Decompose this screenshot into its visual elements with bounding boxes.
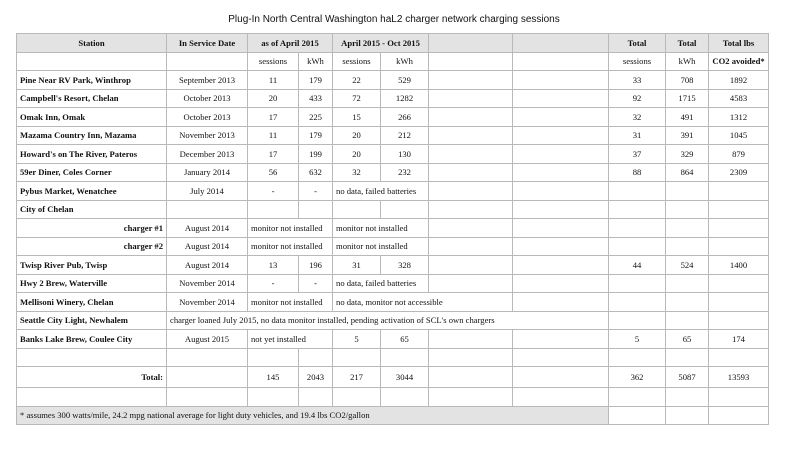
date-cell: September 2013 (167, 71, 248, 90)
cell: 266 (381, 108, 429, 127)
date-cell: August 2015 (167, 330, 248, 349)
cell: 328 (381, 256, 429, 275)
date-cell: August 2014 (167, 237, 248, 256)
cell: 4583 (709, 89, 769, 108)
charging-sessions-table (16, 33, 769, 425)
table-row (17, 200, 769, 219)
cell: 179 (299, 126, 333, 145)
note-cell: monitor not installed (248, 219, 333, 238)
note-cell: no data, failed batteries (333, 182, 429, 201)
cell: 65 (666, 330, 709, 349)
station-cell: Pine Near RV Park, Winthrop (17, 71, 167, 90)
cell: - (299, 182, 333, 201)
cell: 13 (248, 256, 299, 275)
cell: 232 (381, 163, 429, 182)
cell: 225 (299, 108, 333, 127)
cell: 529 (381, 71, 429, 90)
note-cell: no data, failed batteries (333, 274, 429, 293)
total-sessions-header: Total (609, 34, 666, 53)
station-cell: Pybus Market, Wenatchee (17, 182, 167, 201)
cell: 65 (381, 330, 429, 349)
cell: 199 (299, 145, 333, 164)
date-cell: December 2013 (167, 145, 248, 164)
cell: 31 (333, 256, 381, 275)
footnote-row (17, 406, 769, 425)
cell: 88 (609, 163, 666, 182)
cell: 37 (609, 145, 666, 164)
table-row (17, 89, 769, 108)
table-row (17, 219, 769, 238)
total-cell: 3044 (381, 367, 429, 388)
blank-row (17, 348, 769, 367)
footnote: * assumes 300 watts/mile, 24.2 mpg national average for light duty vehicles, and 19.4 lbs CO2/gallon (17, 406, 609, 425)
blank-row (17, 388, 769, 407)
co2-subheader: CO2 avoided* (709, 52, 769, 71)
note-cell: monitor not installed (333, 219, 429, 238)
station-cell: Campbell's Resort, Chelan (17, 89, 167, 108)
cell: 864 (666, 163, 709, 182)
table-row (17, 126, 769, 145)
cell: 632 (299, 163, 333, 182)
station-cell: Howard's on The River, Pateros (17, 145, 167, 164)
date-cell: August 2014 (167, 256, 248, 275)
table-row (17, 330, 769, 349)
cell: 20 (333, 145, 381, 164)
cell: 174 (709, 330, 769, 349)
cell: - (248, 274, 299, 293)
cell: 20 (248, 89, 299, 108)
cell: 391 (666, 126, 709, 145)
note-cell: monitor not installed (333, 237, 429, 256)
date-cell: November 2013 (167, 126, 248, 145)
date-cell: November 2014 (167, 274, 248, 293)
date-cell: August 2014 (167, 219, 248, 238)
total-cell: 145 (248, 367, 299, 388)
note-cell: charger loaned July 2015, no data monitor installed, pending activation of SCL's own chargers (167, 311, 609, 330)
cell: 15 (333, 108, 381, 127)
kwh-subheader: kWh (666, 52, 709, 71)
station-cell: charger #2 (17, 237, 167, 256)
cell: 1312 (709, 108, 769, 127)
table-row (17, 237, 769, 256)
sessions-subheader: sessions (248, 52, 299, 71)
cell: 11 (248, 126, 299, 145)
cell: 524 (666, 256, 709, 275)
cell: 20 (333, 126, 381, 145)
total-cell: 13593 (709, 367, 769, 388)
cell: 5 (333, 330, 381, 349)
table-row (17, 256, 769, 275)
table-row (17, 311, 769, 330)
cell: 32 (609, 108, 666, 127)
date-cell: November 2014 (167, 293, 248, 312)
cell: 433 (299, 89, 333, 108)
kwh-subheader: kWh (299, 52, 333, 71)
cell: 17 (248, 145, 299, 164)
note-cell: monitor not installed (248, 237, 333, 256)
total-cell: 217 (333, 367, 381, 388)
station-cell: Banks Lake Brew, Coulee City (17, 330, 167, 349)
table-row (17, 293, 769, 312)
cell: - (248, 182, 299, 201)
note-cell: no data, monitor not accessible (333, 293, 513, 312)
station-cell: Seattle City Light, Newhalem (17, 311, 167, 330)
cell: 56 (248, 163, 299, 182)
station-cell: Twisp River Pub, Twisp (17, 256, 167, 275)
total-kwh-header: Total (666, 34, 709, 53)
total-row (17, 367, 769, 388)
cell: 17 (248, 108, 299, 127)
station-cell: 59er Diner, Coles Corner (17, 163, 167, 182)
as-of-header: as of April 2015 (248, 34, 333, 53)
total-cell: 2043 (299, 367, 333, 388)
station-cell: charger #1 (17, 219, 167, 238)
table-row (17, 182, 769, 201)
cell: 5 (609, 330, 666, 349)
table-row (17, 71, 769, 90)
cell: 32 (333, 163, 381, 182)
station-cell: Omak Inn, Omak (17, 108, 167, 127)
cell: 879 (709, 145, 769, 164)
period-header: April 2015 - Oct 2015 (333, 34, 429, 53)
header-row (17, 34, 769, 53)
cell: 72 (333, 89, 381, 108)
total-label: Total: (17, 367, 167, 388)
cell: - (299, 274, 333, 293)
station-cell: Mellisoni Winery, Chelan (17, 293, 167, 312)
cell: 1282 (381, 89, 429, 108)
table-row (17, 145, 769, 164)
cell: 491 (666, 108, 709, 127)
page-title: Plug-In North Central Washington haL2 charger network charging sessions (228, 14, 560, 25)
cell: 92 (609, 89, 666, 108)
station-header: Station (17, 34, 167, 53)
cell: 44 (609, 256, 666, 275)
table-row (17, 108, 769, 127)
cell: 196 (299, 256, 333, 275)
sessions-subheader: sessions (333, 52, 381, 71)
total-lbs-header: Total lbs (709, 34, 769, 53)
cell: 130 (381, 145, 429, 164)
cell: 31 (609, 126, 666, 145)
cell: 329 (666, 145, 709, 164)
date-cell: October 2013 (167, 108, 248, 127)
in-service-header: In Service Date (167, 34, 248, 53)
cell: 1892 (709, 71, 769, 90)
cell: 1715 (666, 89, 709, 108)
cell: 1045 (709, 126, 769, 145)
total-cell: 362 (609, 367, 666, 388)
date-cell: July 2014 (167, 182, 248, 201)
note-cell: not yet installed (248, 330, 333, 349)
table-row (17, 274, 769, 293)
sessions-subheader: sessions (609, 52, 666, 71)
total-cell: 5087 (666, 367, 709, 388)
station-cell: City of Chelan (17, 200, 167, 219)
kwh-subheader: kWh (381, 52, 429, 71)
cell: 212 (381, 126, 429, 145)
cell: 2309 (709, 163, 769, 182)
cell: 179 (299, 71, 333, 90)
date-cell: January 2014 (167, 163, 248, 182)
cell: 708 (666, 71, 709, 90)
date-cell: October 2013 (167, 89, 248, 108)
station-cell: Hwy 2 Brew, Waterville (17, 274, 167, 293)
cell: 33 (609, 71, 666, 90)
note-cell: monitor not installed (248, 293, 333, 312)
table-row (17, 163, 769, 182)
cell: 1400 (709, 256, 769, 275)
subheader-row (17, 52, 769, 71)
cell: 11 (248, 71, 299, 90)
cell: 22 (333, 71, 381, 90)
station-cell: Mazama Country Inn, Mazama (17, 126, 167, 145)
